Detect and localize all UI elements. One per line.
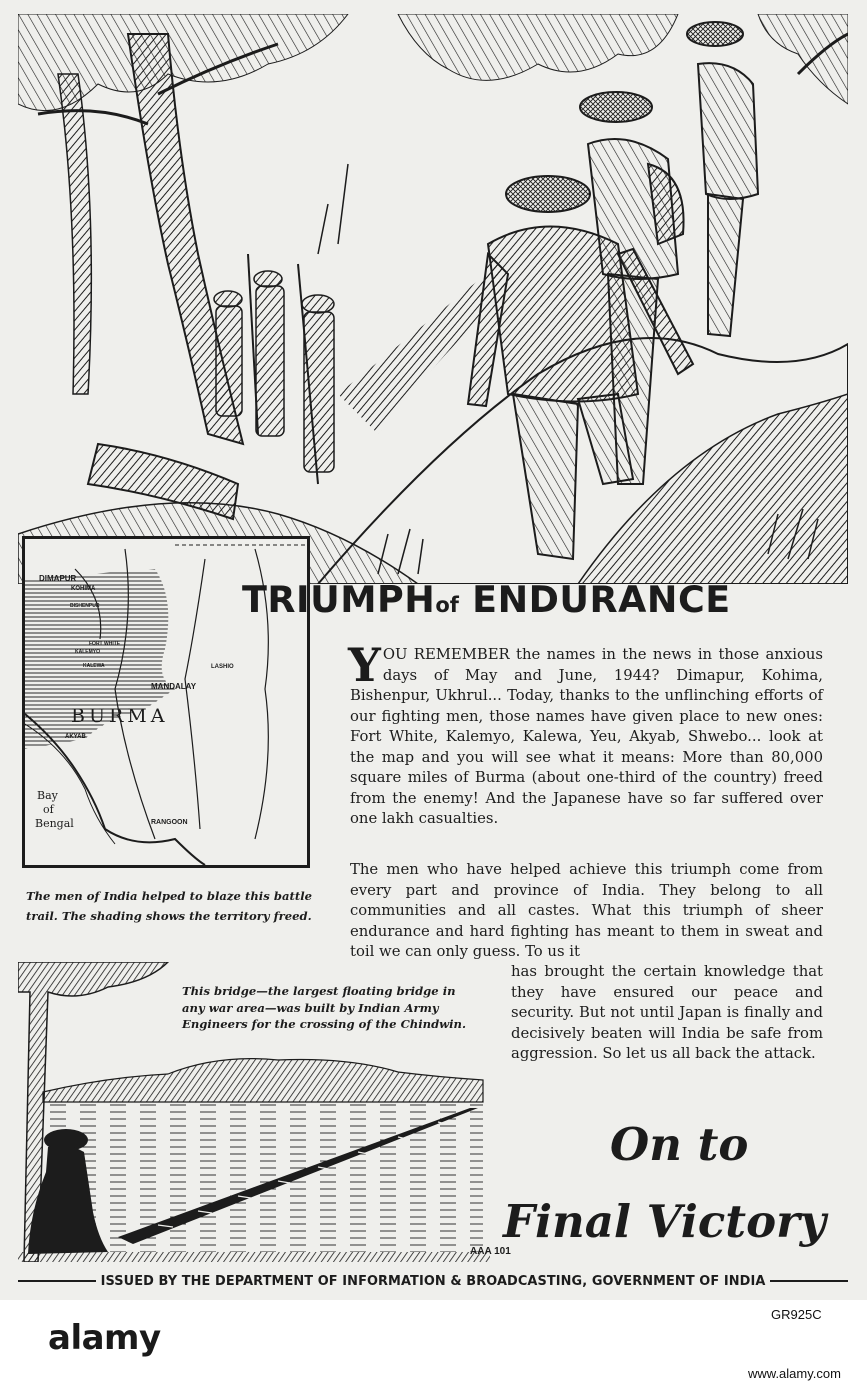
map-label-mandalay: MANDALAY bbox=[151, 682, 197, 691]
map-label-kalewa: KALEWA bbox=[83, 663, 105, 669]
body-paragraph-1 bbox=[348, 638, 823, 830]
footer-rule-right bbox=[770, 1280, 848, 1282]
body-paragraph-2: The men who have helped achieve this triumph come from every part and province of India. They belong to all communities and all castes. What this triumph of sheer endurance and hard fighting has meant to them in sweat and toil we can only guess. To us it bbox=[350, 861, 823, 960]
map-label-rangoon: RANGOON bbox=[151, 819, 188, 826]
footer-rule-left bbox=[18, 1280, 96, 1282]
headline-part-2: ENDURANCE bbox=[472, 578, 731, 621]
map-label-fort-white: FORT WHITE bbox=[89, 641, 121, 647]
slogan-line-1: On to bbox=[610, 1118, 749, 1171]
image-id: GR925C bbox=[771, 1307, 822, 1322]
bridge-caption: This bridge—the largest floating bridge in any war area—was built by Indian Army Engineers for the crossing of the Chindwin. bbox=[182, 984, 467, 1031]
map-label-bay: Bay bbox=[37, 789, 58, 802]
headline bbox=[242, 578, 846, 621]
soldiers-jungle-illustration bbox=[18, 14, 848, 584]
map-label-kalemyo: KALEMYO bbox=[75, 649, 100, 655]
map-label-bengal: Bengal bbox=[35, 817, 74, 830]
watermark-url: www.alamy.com bbox=[748, 1366, 841, 1381]
map-caption: The men of India helped to blaze this battle trail. The shading shows the territory freed. bbox=[26, 889, 312, 923]
issued-by-footer bbox=[18, 1269, 848, 1293]
watermark-logo: alamy bbox=[48, 1318, 161, 1358]
headline-part-1: TRIUMPH bbox=[242, 578, 436, 621]
body-paragraph-3: has brought the certain knowledge that they have ensured our peace and security. But not until Japan is finally and decisively beaten will India be safe from aggression. So let us all back the attack. bbox=[511, 963, 823, 1062]
map-label-kohima: KOHIMA bbox=[71, 586, 96, 592]
drop-cap: Y bbox=[348, 638, 381, 692]
paragraph-1-text: OU REMEMBER the names in the news in those anxious days of May and June, 1944? Dimapur, Kohima, Bishenpur, Ukhrul... Today, thanks to the unflinching efforts of our fighting men, those names have given place to new ones: Fort White, Kalemyo, Kalewa, Yeu, Akyab, Shwebo... look at the map and you will see what it means: More than 80,000 square miles of Burma (about one-third of the country) freed from the enemy! And the Japanese have so far suffered over one lakh casualties. bbox=[350, 646, 823, 827]
ad-code: AAA 101 bbox=[470, 1246, 511, 1257]
slogan-line-2: Final Victory bbox=[503, 1195, 826, 1248]
map-label-lashio: LASHIO bbox=[211, 664, 234, 670]
map-label-akyab: AKYAB bbox=[65, 734, 86, 740]
map-label-of: of bbox=[43, 803, 54, 816]
map-label-bishenpur: BISHENPUR bbox=[70, 603, 100, 609]
issued-by-text: ISSUED BY THE DEPARTMENT OF INFORMATION & BROADCASTING, GOVERNMENT OF INDIA bbox=[100, 1273, 766, 1289]
map-label-burma: BURMA bbox=[71, 705, 169, 727]
map-label-dimapur: DIMAPUR bbox=[39, 574, 77, 583]
headline-of: of bbox=[435, 593, 459, 617]
